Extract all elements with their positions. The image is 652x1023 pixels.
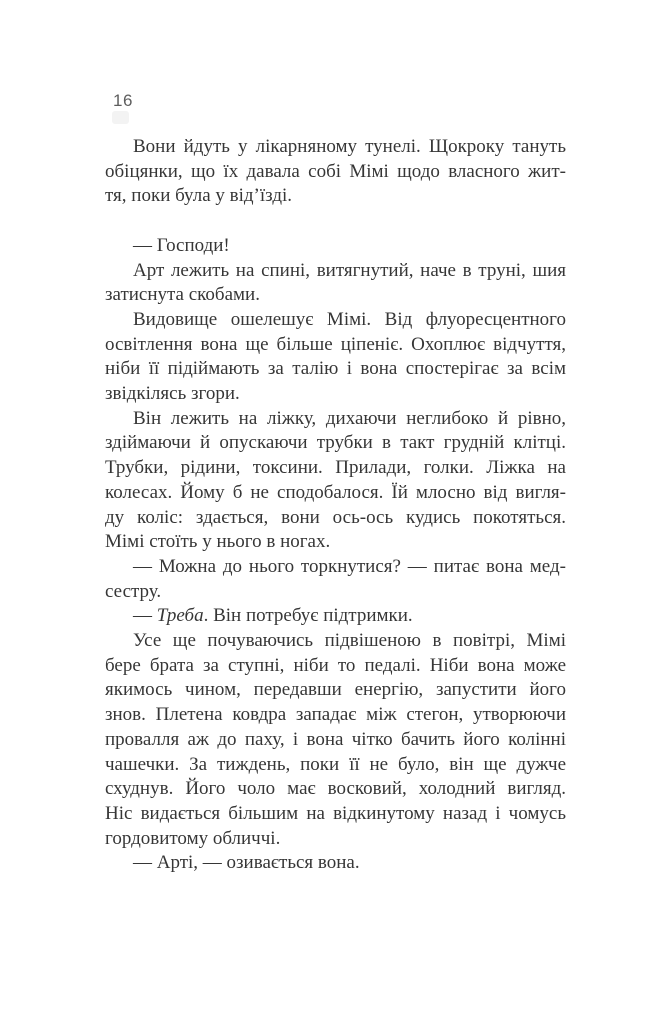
text-line: якимось чином, передавши енергію, запустити його [105, 679, 566, 701]
text-line: ніби її підіймають за талію і вона спостерігає за всім [105, 358, 566, 380]
text-line: обіцянки, що їх давала собі Мімі щодо власного жит- [105, 160, 566, 182]
text-segment: . Він потребує підтримки. [203, 605, 413, 627]
text-line: здіймаючи й опускаючи трубки в такт грудній клітці. [105, 432, 566, 454]
paragraph [105, 308, 566, 407]
text-line: освітлення вона ще більше ціпеніє. Охоплює відчуття, [105, 333, 566, 355]
text-line: ду коліс: здається, вони ось-ось кудись покотяться. [105, 506, 566, 528]
page-text [105, 135, 566, 876]
text-line: знов. Плетена ковдра западає між стегон, утворюючи [105, 704, 566, 726]
text-segment: — [133, 605, 157, 627]
text-line: — Господи! [133, 234, 230, 256]
text-line: Вони йдуть у лікарняному тунелі. Щокроку тануть [133, 136, 566, 157]
text-line: чашечки. За тиждень, поки її не було, він ще дужче [105, 753, 566, 775]
paragraph [105, 851, 566, 876]
text-line: провалля аж до паху, і вона чітко бачить його колінні [105, 728, 566, 750]
text-line: Арт лежить на спині, витягнутий, наче в труні, шия [133, 259, 566, 281]
text-line: Трубки, рідини, токсини. Прилади, голки. Ліжка на [105, 457, 566, 479]
paragraph [105, 234, 566, 259]
text-line [105, 604, 566, 629]
text-line: Він лежить на ліжку, дихаючи неглибоко й рівно, [133, 407, 566, 429]
paragraph [105, 629, 566, 851]
paragraph [105, 555, 566, 604]
text-line: схуднув. Його чоло має восковий, холодний вигляд. [105, 778, 566, 800]
paragraph [105, 135, 566, 209]
text-line: бере брата за ступні, ніби то педалі. Ніби вона може [105, 654, 566, 676]
text-line: — Арті, — озивається вона. [133, 852, 360, 874]
text-line: тя, поки була у від’їзді. [105, 185, 293, 207]
text-line: Ніс видається більшим на відкинутому назад і чомусь [105, 802, 566, 824]
page-number: 16 [113, 91, 133, 110]
text-line: звідкілясь згори. [105, 383, 240, 405]
text-line: колесах. Йому б не сподобалося. Їй млосно від вигля- [105, 481, 566, 503]
paragraph [105, 604, 566, 629]
text-line: Усе ще почуваючись підвішеною в повітрі, Мімі [133, 630, 566, 652]
text-line: — Можна до нього торкнутися? — питає вона мед- [133, 555, 566, 577]
text-line: затиснута скобами. [105, 284, 260, 306]
text-line: Видовище ошелешує Мімі. Від флуоресцентного [133, 308, 566, 330]
text-line: сестру. [105, 580, 162, 602]
text-line: гордовитому обличчі. [105, 827, 281, 849]
text-line: Мімі стоїть у нього в ногах. [105, 531, 331, 553]
paragraph [105, 259, 566, 308]
italic-text: Треба [156, 605, 204, 627]
smudge-mark [112, 111, 129, 124]
paragraph [105, 407, 566, 555]
